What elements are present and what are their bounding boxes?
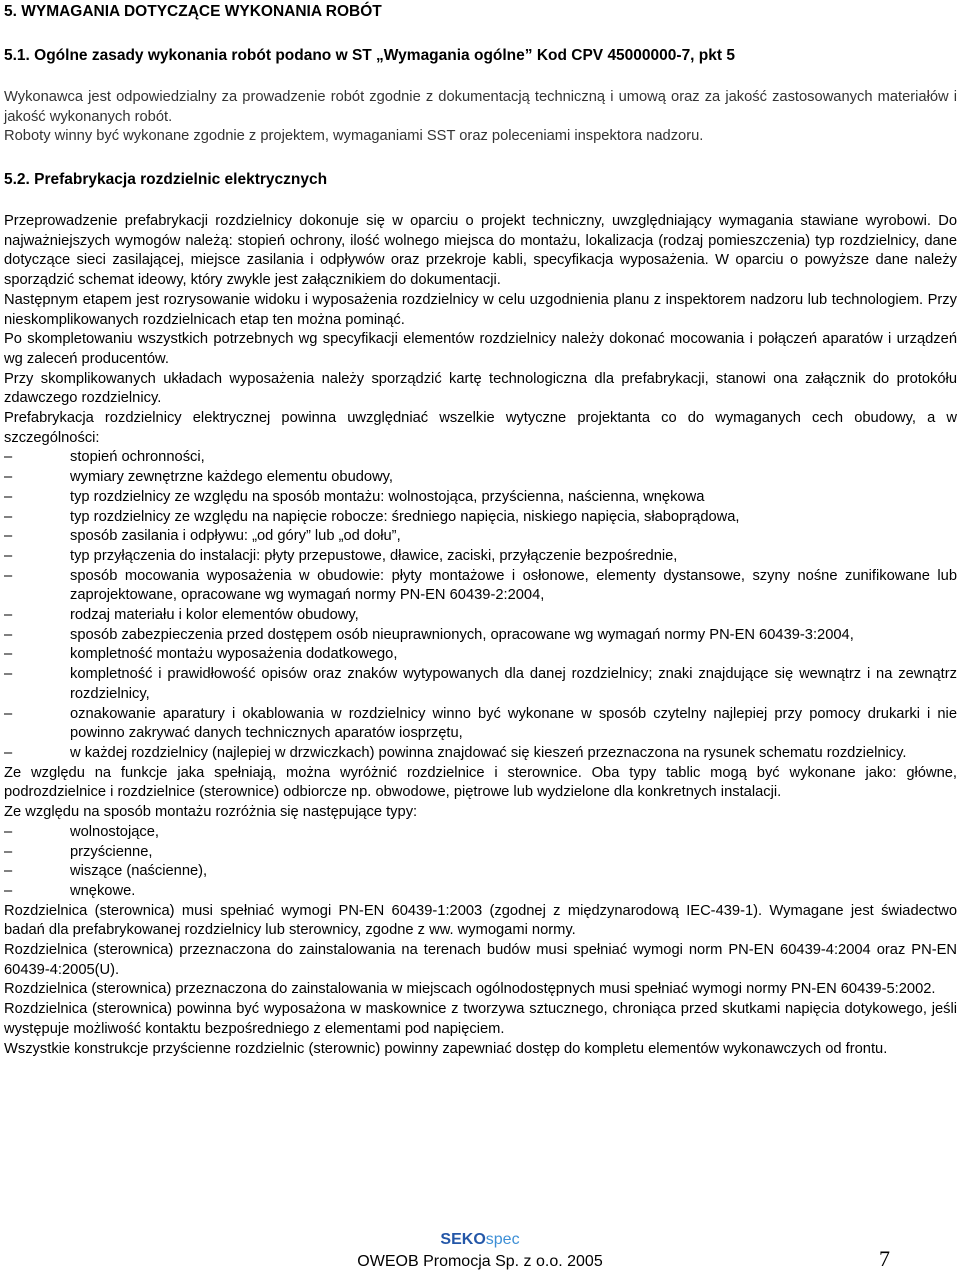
dash-bullet: – [4,469,13,486]
dash-bullet: – [4,547,13,564]
list-item-text: wolnostojące, [70,823,159,840]
list-item [4,862,957,882]
list-item [4,448,957,468]
main-heading: 5. WYMAGANIA DOTYCZĄCE WYKONANIA ROBÓT [4,3,382,20]
dash-bullet: – [4,882,13,899]
list-item [4,823,957,843]
dash-bullet: – [4,666,13,683]
dash-bullet: – [4,863,13,880]
footer-company: OWEOB Promocja Sp. z o.o. 2005 [357,1253,603,1270]
list-item-text: oznakowanie aparatury i okablowania w rozdzielnicy winno być wykonane w sposób czytelny najlepiej przy pomocy drukarki i nie powinno zakrywać danych technicznych aparatów iosprzętu, [70,705,957,742]
paragraph: Wszystkie konstrukcje przyścienne rozdzielnic (sterownic) powinny zapewniać dostęp do kompletu elementów wykonawczych od frontu. [4,1040,888,1057]
list-item [4,626,957,646]
dash-bullet: – [4,567,13,584]
list-item [4,567,957,606]
list-item-text: wiszące (naścienne), [70,863,208,880]
section-5-1-title: 5.1. Ogólne zasady wykonania robót podano w ST „Wymagania ogólne” Kod CPV 45000000-7, pkt 5 [4,47,735,64]
brand-spec: spec [485,1231,520,1248]
list-item-text: przyścienne, [70,843,153,860]
list-item [4,606,957,626]
paragraph: Rozdzielnica (sterownica) musi spełniać wymogi PN-EN 60439-1:2003 (zgodnej z międzynarodową IEC-439-1). Wymagane jest świadectwo badań dla prefabrykowanej rozdzielnicy lub sterownicy, zgodne z ww. wymogami normy. [4,902,957,939]
paragraph: Rozdzielnica (sterownica) przeznaczona do zainstalowania na terenach budów musi spełniać wymogi norm PN-EN 60439-4:2004 oraz PN-EN 60439-4:2005(U). [4,942,957,978]
dash-bullet: – [4,646,13,663]
dash-bullet: – [4,488,13,505]
section-5-2-body [4,212,957,1059]
paragraph: Prefabrykacja rozdzielnicy elektrycznej powinna uwzględniać wszelkie wytyczne projektanta co do wymaganych cech obudowy, a w szczególności: [4,410,957,446]
dash-bullet: – [4,508,13,525]
list-item [4,468,957,488]
list-item [4,488,957,508]
list-item [4,547,957,567]
list-item-text: wnękowe. [70,882,136,899]
list-item-text: typ rozdzielnicy ze względu na napięcie robocze: średniego napięcia, niskiego napięcia, słaboprądowa, [70,508,740,525]
paragraph: Rozdzielnica (sterownica) powinna być wyposażona w maskownice z tworzywa sztucznego, chroniąca przed skutkami napięcia dotykowego, jeśli występuje możliwość kontaktu bezpośredniego z elementami pod napięciem. [4,1001,957,1037]
paragraph: Przy skomplikowanych układach wyposażenia należy sporządzić kartę technologiczna dla prefabrykacji, stanowi ona załącznik do protokółu zdawczego rozdzielnicy. [4,370,957,407]
dash-bullet: – [4,528,13,545]
dash-bullet: – [4,705,13,722]
list-item [4,705,957,744]
list-item [4,665,957,704]
dash-bullet: – [4,823,13,840]
paragraph: Przeprowadzenie prefabrykacji rozdzielnicy dokonuje się w oparciu o projekt techniczny, uwzględniający wymagania stawiane wyrobowi. Do najważniejszych wymogów należą: stopień ochrony, ilość wolnego miejsca do montażu, lokalizacja (rodzaj pomieszczenia) typ rozdzielnicy, dane dotyczące sieci zasilającej, miejsce zasilania i odpływów oraz przekroje kabli, specyfikacja wyposażenia. W oparciu o powyższe dane należy sporządzić schemat ideowy, który zwykle jest załącznikiem do dokumentacji. [4,213,957,289]
list-item-text: rodzaj materiału i kolor elementów obudowy, [70,607,359,624]
list-item [4,882,957,902]
dash-bullet: – [4,449,13,466]
list-item-text: sposób zabezpieczenia przed dostępem osób nieuprawnionych, opracowane wg wymagań normy PN-EN 60439-3:2004, [70,626,854,643]
section-5-2-title: 5.2. Prefabrykacja rozdzielnic elektrycznych [4,171,328,188]
paragraph: Ze względu na funkcje jaka spełniają, można wyróżnić rozdzielnice i sterownice. Oba typy tablic mogą być wykonane jako: główne, podrozdzielnice i rozdzielnice (sterownice) odbiorcze np. obwodowe, piętrowe lub wydzielone dla konkretnych instalacji. [4,764,957,801]
list-item-text: typ rozdzielnicy ze względu na sposób montażu: wolnostojąca, przyścienna, naścienna, wnękowa [70,488,705,505]
brand-seko: SEKO [440,1231,486,1248]
list-item-text: sposób zasilania i odpływu: „od góry” lub „od dołu”, [70,528,401,545]
list-item [4,744,957,764]
list-item [4,508,957,528]
dash-bullet: – [4,626,13,643]
list-item [4,843,957,863]
page-number: 7 [879,1246,890,1271]
paragraph: Rozdzielnica (sterownica) przeznaczona do zainstalowania w miejscach ogólnodostępnych musi spełniać wymogi normy PN-EN 60439-5:2002. [4,981,936,998]
list-item [4,527,957,547]
paragraph: Następnym etapem jest rozrysowanie widoku i wyposażenia rozdzielnicy w celu uzgodnienia planu z inspektorem nadzoru lub technologiem. Przy nieskomplikowanych rozdzielnicach etap ten można pominąć. [4,291,957,328]
list-item [4,645,957,665]
dash-bullet: – [4,607,13,624]
footer-brand-logo [0,1231,960,1249]
paragraph: Ze względu na sposób montażu rozróżnia się następujące typy: [4,804,418,821]
paragraph: Wykonawca jest odpowiedzialny za prowadzenie robót zgodnie z dokumentacją techniczną i umową oraz za jakość zastosowanych materiałów i jakość wykonanych robót. [4,89,957,125]
paragraph: Roboty winny być wykonane zgodnie z projektem, wymaganiami SST oraz poleceniami inspektora nadzoru. [4,128,704,145]
mounting-types-list [4,823,957,902]
list-item-text: stopień ochronności, [70,449,205,466]
section-5-1-body [4,88,957,147]
paragraph: Po skompletowaniu wszystkich potrzebnych wg specyfikacji elementów rozdzielnicy należy dokonać mocowania i połączeń aparatów i urządzeń wg zaleceń producentów. [4,331,957,367]
requirements-list [4,448,957,763]
list-item-text: w każdej rozdzielnicy (najlepiej w drzwiczkach) powinna znajdować się kieszeń przeznaczona na rysunek schematu rozdzielnicy. [70,744,907,761]
list-item-text: sposób mocowania wyposażenia w obudowie: płyty montażowe i osłonowe, elementy dystansowe, szyny nośne zunifikowane lub zaprojektowane, opracowane wg wymagań normy PN-EN 60439-2:2004, [70,567,957,604]
list-item-text: kompletność montażu wyposażenia dodatkowego, [70,646,398,663]
dash-bullet: – [4,843,13,860]
list-item-text: typ przyłączenia do instalacji: płyty przepustowe, dławice, zaciski, przyłączenie bezpośrednie, [70,547,678,564]
list-item-text: kompletność i prawidłowość opisów oraz znaków wytypowanych dla danej rozdzielnicy; znaki znajdujące się wewnątrz i na zewnątrz rozdzielnicy, [70,666,957,702]
list-item-text: wymiary zewnętrzne każdego elementu obudowy, [70,469,394,486]
dash-bullet: – [4,744,13,761]
